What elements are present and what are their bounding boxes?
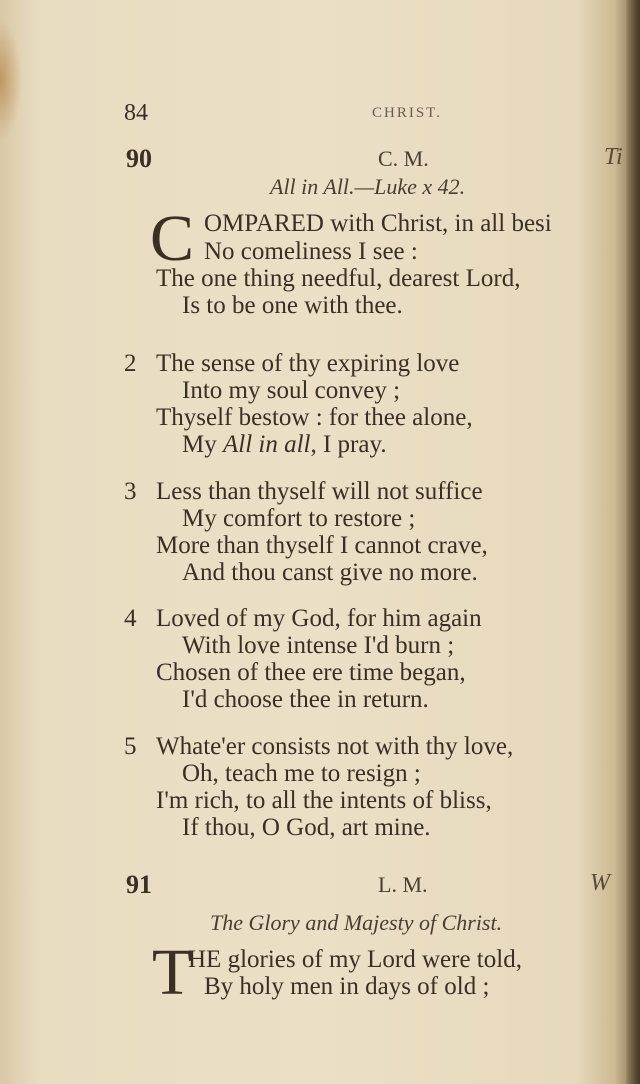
page-edge-shadow <box>626 0 640 1084</box>
verse-number: 3 <box>124 478 137 505</box>
verse-line: Whate'er consists not with thy love, <box>156 733 514 760</box>
verse-line: With love intense I'd burn ; <box>182 632 455 659</box>
drop-cap: C <box>150 202 195 275</box>
verse-line: No comeliness I see : <box>204 238 418 265</box>
hymn-number: 90 <box>126 144 152 173</box>
verse-line: The one thing needful, dearest Lord, <box>156 265 521 292</box>
verse-line <box>182 431 387 458</box>
hymn-tune: W <box>590 870 610 896</box>
running-head: CHRIST. <box>372 105 442 121</box>
hymn-subtitle: The Glory and Majesty of Christ. <box>210 910 503 935</box>
verse-line: My comfort to restore ; <box>182 505 416 532</box>
verse-line: By holy men in days of old ; <box>204 973 490 1000</box>
verse-number: 2 <box>124 350 137 377</box>
hymn-number: 91 <box>126 870 152 899</box>
hymn-meter: C. M. <box>378 146 429 171</box>
verse-number: 4 <box>124 605 137 632</box>
verse-line: I'd choose thee in return. <box>182 686 429 713</box>
verse-line: More than thyself I cannot crave, <box>156 532 488 559</box>
verse-line-emphasis: All in all <box>222 431 311 458</box>
verse-line: Into my soul convey ; <box>182 377 401 404</box>
verse-line: HE glories of my Lord were told, <box>188 946 522 973</box>
hymn-meter: L. M. <box>378 872 428 897</box>
hymn-tune: Ti <box>604 144 623 170</box>
verse-number: 5 <box>124 733 137 760</box>
verse-line: I'm rich, to all the intents of bliss, <box>156 787 492 814</box>
verse-line: If thou, O God, art mine. <box>182 814 431 841</box>
drop-cap: T <box>152 936 193 1009</box>
verse-line: Is to be one with thee. <box>182 292 403 319</box>
verse-line: And thou canst give no more. <box>182 559 478 586</box>
verse-line: The sense of thy expiring love <box>156 350 460 377</box>
verse-line-text: My <box>182 431 223 458</box>
verse-line: Loved of my God, for him again <box>156 605 482 632</box>
page-number: 84 <box>124 100 148 126</box>
verse-line: OMPARED with Christ, in all besi <box>204 210 552 237</box>
paper-stain <box>0 20 22 140</box>
verse-line: Thyself bestow : for thee alone, <box>156 404 473 431</box>
verse-line: Chosen of thee ere time began, <box>156 659 466 686</box>
verse-line: Less than thyself will not suffice <box>156 478 483 505</box>
hymn-subtitle: All in All.—Luke x 42. <box>270 174 466 199</box>
verse-line: Oh, teach me to resign ; <box>182 760 421 787</box>
verse-line-text: , I pray. <box>310 431 387 458</box>
